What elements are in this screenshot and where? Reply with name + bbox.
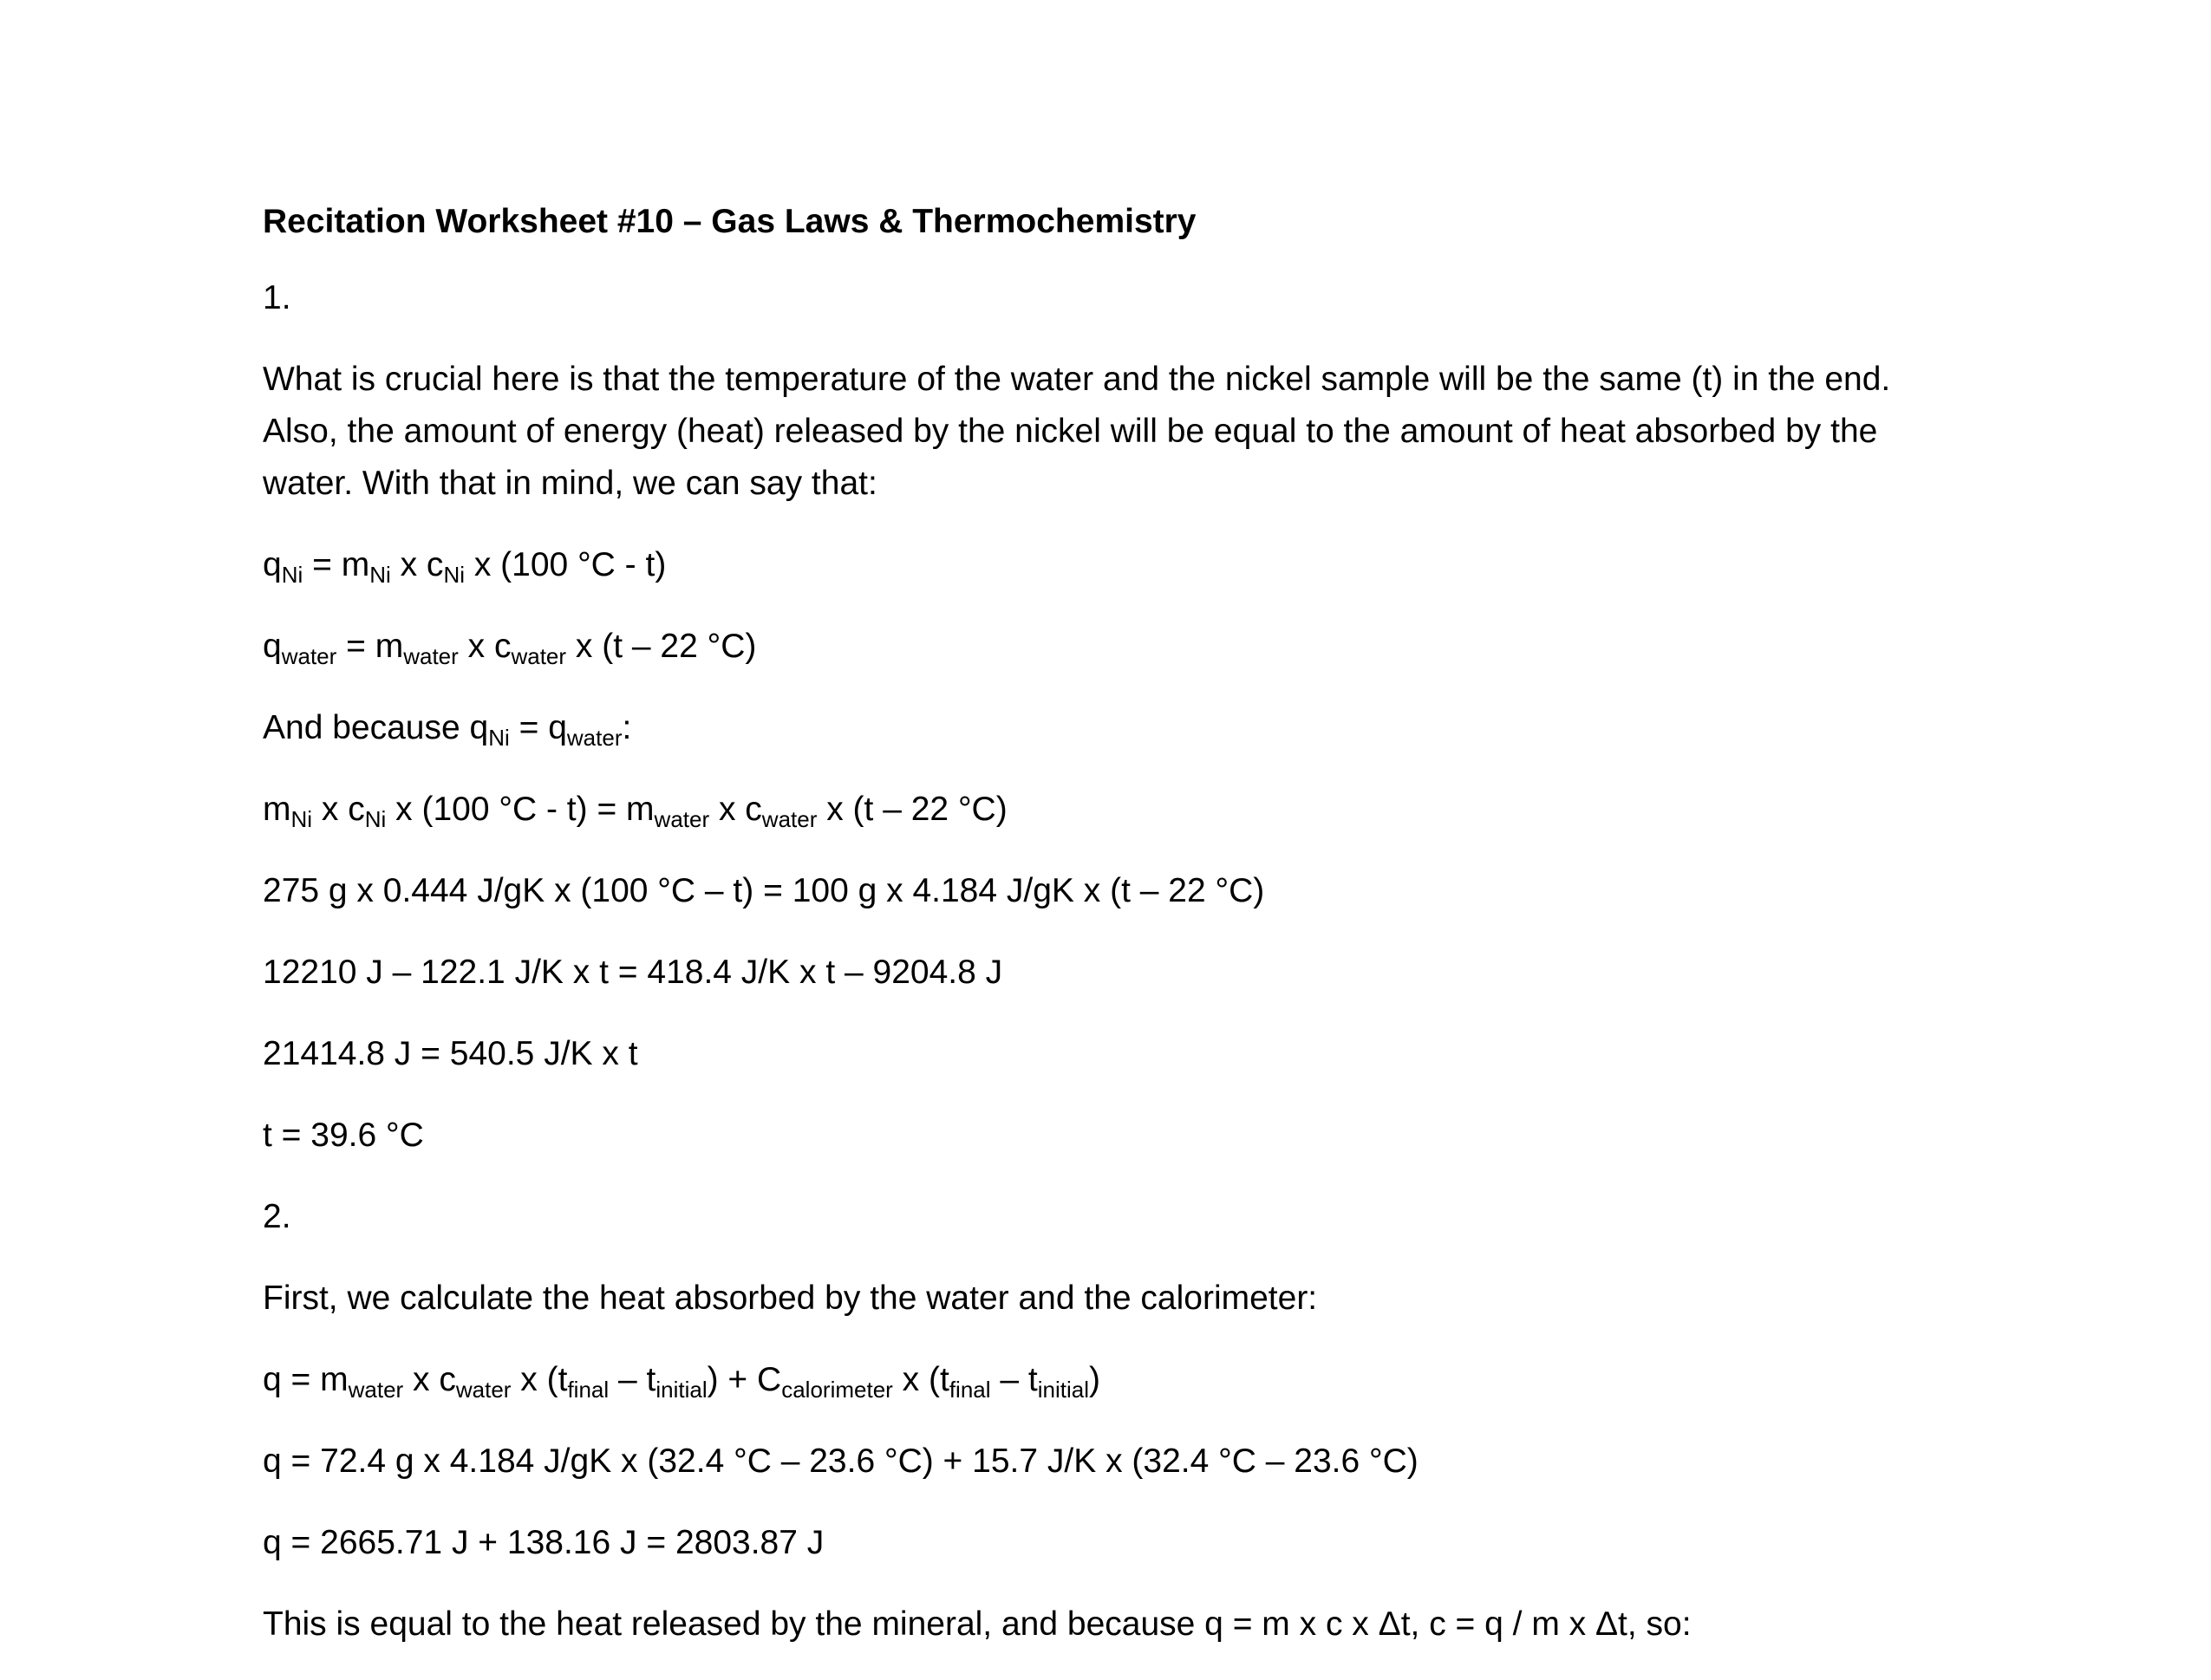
eq-text: = m — [336, 628, 404, 665]
eq-subscript: water — [566, 725, 623, 751]
q1-answer: t = 39.6 °C — [263, 1117, 424, 1154]
eq-text: x (t — [892, 1361, 949, 1398]
question-2-number: 2. — [263, 1198, 291, 1235]
q1-because-statement — [263, 702, 1953, 754]
question-1-intro: What is crucial here is that the temperature of the water and the nickel sample will be the same (t) in the end. Also, the amount of energy (heat) released by the nickel will be equal to the amount of heat absorbed by the water. With that in mind, we can say that: — [263, 361, 1891, 502]
eq-text: – t — [609, 1361, 656, 1398]
question-2-intro: First, we calculate the heat absorbed by the water and the calorimeter: — [263, 1280, 1318, 1317]
eq-subscript: Ni — [281, 562, 303, 588]
q1-equation-substituted: 275 g x 0.444 J/gK x (100 °C – t) = 100 g x 4.184 J/gK x (t – 22 °C) — [263, 872, 1265, 909]
eq-subscript: initial — [655, 1377, 708, 1403]
eq-subscript: water — [511, 643, 567, 669]
q1-equation-heat-nickel — [263, 539, 1953, 591]
eq-subscript: water — [348, 1377, 404, 1403]
q2-closing-statement: This is equal to the heat released by the mineral, and because q = m x c x Δt, c = q / m x Δt, so: — [263, 1605, 1692, 1643]
eq-text: x (t – 22 °C) — [817, 791, 1008, 828]
eq-text: And because q — [263, 709, 489, 746]
eq-subscript: Ni — [369, 562, 391, 588]
eq-subscript: water — [761, 806, 818, 832]
eq-text: x (100 °C - t) — [465, 546, 667, 583]
q1-equation-simplified: 21414.8 J = 540.5 J/K x t — [263, 1035, 638, 1072]
eq-subscript: Ni — [443, 562, 465, 588]
eq-text: = q — [509, 709, 567, 746]
eq-text: ) — [1088, 1361, 1100, 1398]
eq-text: x (t — [511, 1361, 568, 1398]
eq-text: ) + C — [707, 1361, 782, 1398]
q2-equation-substituted: q = 72.4 g x 4.184 J/gK x (32.4 °C – 23.6 °C) + 15.7 J/K x (32.4 °C – 23.6 °C) — [263, 1442, 1419, 1480]
eq-subscript: final — [567, 1377, 610, 1403]
eq-text: – t — [990, 1361, 1038, 1398]
eq-text: = m — [303, 546, 370, 583]
eq-text: q — [263, 628, 282, 665]
eq-subscript: water — [281, 643, 337, 669]
eq-subscript: water — [455, 1377, 512, 1403]
eq-subscript: calorimeter — [781, 1377, 893, 1403]
eq-subscript: water — [654, 806, 710, 832]
eq-subscript: water — [403, 643, 459, 669]
eq-text: x c — [403, 1361, 456, 1398]
eq-subscript: Ni — [364, 806, 387, 832]
eq-subscript: Ni — [290, 806, 313, 832]
eq-subscript: Ni — [488, 725, 510, 751]
q1-equation-balance — [263, 784, 1953, 836]
q1-equation-heat-water — [263, 621, 1953, 673]
eq-text: m — [263, 791, 291, 828]
eq-text: q — [263, 546, 282, 583]
question-1-number: 1. — [263, 279, 291, 316]
eq-text: x (t – 22 °C) — [566, 628, 757, 665]
eq-text: x (100 °C - t) = m — [386, 791, 655, 828]
eq-text: x c — [709, 791, 762, 828]
eq-text: : — [622, 709, 632, 746]
q2-equation-heat-absorbed — [263, 1354, 1953, 1406]
worksheet-title: Recitation Worksheet #10 – Gas Laws & Thermochemistry — [263, 203, 1197, 240]
q2-equation-result: q = 2665.71 J + 138.16 J = 2803.87 J — [263, 1524, 825, 1561]
eq-text: x c — [312, 791, 365, 828]
eq-subscript: initial — [1037, 1377, 1089, 1403]
eq-text: x c — [458, 628, 512, 665]
q1-equation-expanded: 12210 J – 122.1 J/K x t = 418.4 J/K x t – 9204.8 J — [263, 954, 1003, 991]
eq-subscript: final — [949, 1377, 991, 1403]
document-body — [263, 196, 1953, 1680]
eq-text: q = m — [263, 1361, 349, 1398]
eq-text: x c — [390, 546, 444, 583]
